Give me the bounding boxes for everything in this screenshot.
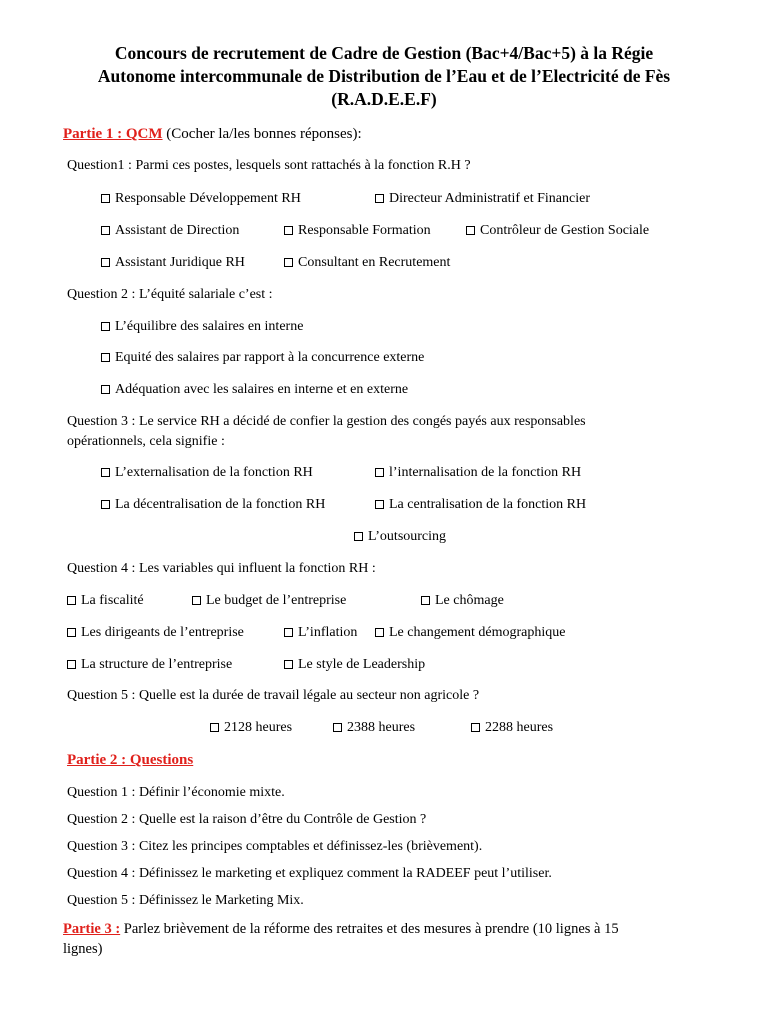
partie1-instruction: (Cocher la/les bonnes réponses): — [162, 126, 362, 142]
q1-option[interactable]: Contrôleur de Gestion Sociale — [466, 223, 649, 239]
document-title — [40, 42, 728, 111]
checkbox[interactable] — [101, 385, 110, 394]
q1-option[interactable]: Responsable Formation — [284, 223, 431, 239]
checkbox[interactable] — [101, 500, 110, 509]
q1-option[interactable]: Responsable Développement RH — [101, 191, 301, 207]
q3-option[interactable]: L’outsourcing — [354, 529, 446, 545]
q3-option[interactable]: La décentralisation de la fonction RH — [101, 497, 325, 513]
checkbox[interactable] — [67, 660, 76, 669]
checkbox[interactable] — [421, 596, 430, 605]
q5-option[interactable]: 2388 heures — [333, 720, 415, 736]
partie2-question: Question 4 : Définissez le marketing et expliquez comment la RADEEF peut l’utiliser. — [67, 866, 552, 881]
q1-option[interactable]: Assistant Juridique RH — [101, 255, 245, 271]
checkbox[interactable] — [210, 723, 219, 732]
checkbox[interactable] — [101, 468, 110, 477]
q2-option[interactable]: Adéquation avec les salaires en interne et en externe — [101, 382, 408, 398]
q1-option[interactable]: Directeur Administratif et Financier — [375, 191, 590, 207]
q4-text: Question 4 : Les variables qui influent la fonction RH : — [67, 561, 376, 576]
partie3-label: Partie 3 : — [63, 921, 121, 937]
checkbox[interactable] — [471, 723, 480, 732]
partie2-heading: Partie 2 : Questions — [67, 752, 194, 768]
checkbox[interactable] — [101, 258, 110, 267]
q3-option[interactable]: La centralisation de la fonction RH — [375, 497, 586, 513]
checkbox[interactable] — [67, 628, 76, 637]
q1-option[interactable]: Assistant de Direction — [101, 223, 239, 239]
title-line-2: Autonome intercommunale de Distribution de l’Eau et de l’Electricité de Fès — [97, 66, 671, 86]
q3-text: Question 3 : Le service RH a décidé de confier la gestion des congés payés aux responsables opérationnels, cela signifie : — [67, 414, 586, 449]
q3-option[interactable]: l’internalisation de la fonction RH — [375, 465, 581, 481]
partie1-heading — [63, 126, 362, 143]
title-line-3: (R.A.D.E.E.F) — [331, 89, 437, 109]
q3-option[interactable]: L’externalisation de la fonction RH — [101, 465, 313, 481]
checkbox[interactable] — [284, 628, 293, 637]
q2-text: Question 2 : L’équité salariale c’est : — [67, 287, 273, 302]
q5-option[interactable]: 2288 heures — [471, 720, 553, 736]
checkbox[interactable] — [375, 468, 384, 477]
q2-option[interactable]: Equité des salaires par rapport à la concurrence externe — [101, 350, 424, 366]
partie2-question: Question 2 : Quelle est la raison d’être du Contrôle de Gestion ? — [67, 812, 427, 827]
q5-option[interactable]: 2128 heures — [210, 720, 292, 736]
q4-option[interactable]: La fiscalité — [67, 593, 144, 609]
partie3-text-cont: lignes) — [63, 941, 103, 957]
checkbox[interactable] — [101, 353, 110, 362]
q4-option[interactable]: Les dirigeants de l’entreprise — [67, 625, 244, 641]
checkbox[interactable] — [333, 723, 342, 732]
partie2-question: Question 3 : Citez les principes comptables et définissez-les (brièvement). — [67, 839, 483, 854]
q5-text: Question 5 : Quelle est la durée de travail légale au secteur non agricole ? — [67, 688, 480, 703]
checkbox[interactable] — [67, 596, 76, 605]
checkbox[interactable] — [284, 226, 293, 235]
q4-option[interactable]: Le style de Leadership — [284, 657, 425, 673]
checkbox[interactable] — [354, 532, 363, 541]
partie2-question: Question 5 : Définissez le Marketing Mix. — [67, 893, 304, 908]
checkbox[interactable] — [375, 500, 384, 509]
checkbox[interactable] — [375, 194, 384, 203]
checkbox[interactable] — [101, 226, 110, 235]
title-line-1: Concours de recrutement de Cadre de Gestion (Bac+4/Bac+5) à la Régie — [114, 43, 654, 63]
q4-option[interactable]: L’inflation — [284, 625, 357, 641]
checkbox[interactable] — [284, 660, 293, 669]
checkbox[interactable] — [375, 628, 384, 637]
partie3-text: Parlez brièvement de la réforme des retraites et des mesures à prendre (10 lignes à 15 — [120, 921, 619, 937]
checkbox[interactable] — [192, 596, 201, 605]
partie2-question: Question 1 : Définir l’économie mixte. — [67, 785, 285, 800]
checkbox[interactable] — [101, 322, 110, 331]
q1-text: Question1 : Parmi ces postes, lesquels sont rattachés à la fonction R.H ? — [67, 158, 471, 173]
q2-option[interactable]: L’équilibre des salaires en interne — [101, 319, 303, 335]
checkbox[interactable] — [101, 194, 110, 203]
partie3-block — [63, 919, 733, 959]
partie1-label: Partie 1 : QCM — [63, 126, 163, 142]
q4-option[interactable]: Le budget de l’entreprise — [192, 593, 346, 609]
checkbox[interactable] — [466, 226, 475, 235]
q4-option[interactable]: Le chômage — [421, 593, 504, 609]
q1-option[interactable]: Consultant en Recrutement — [284, 255, 450, 271]
q4-option[interactable]: La structure de l’entreprise — [67, 657, 232, 673]
checkbox[interactable] — [284, 258, 293, 267]
q4-option[interactable]: Le changement démographique — [375, 625, 565, 641]
